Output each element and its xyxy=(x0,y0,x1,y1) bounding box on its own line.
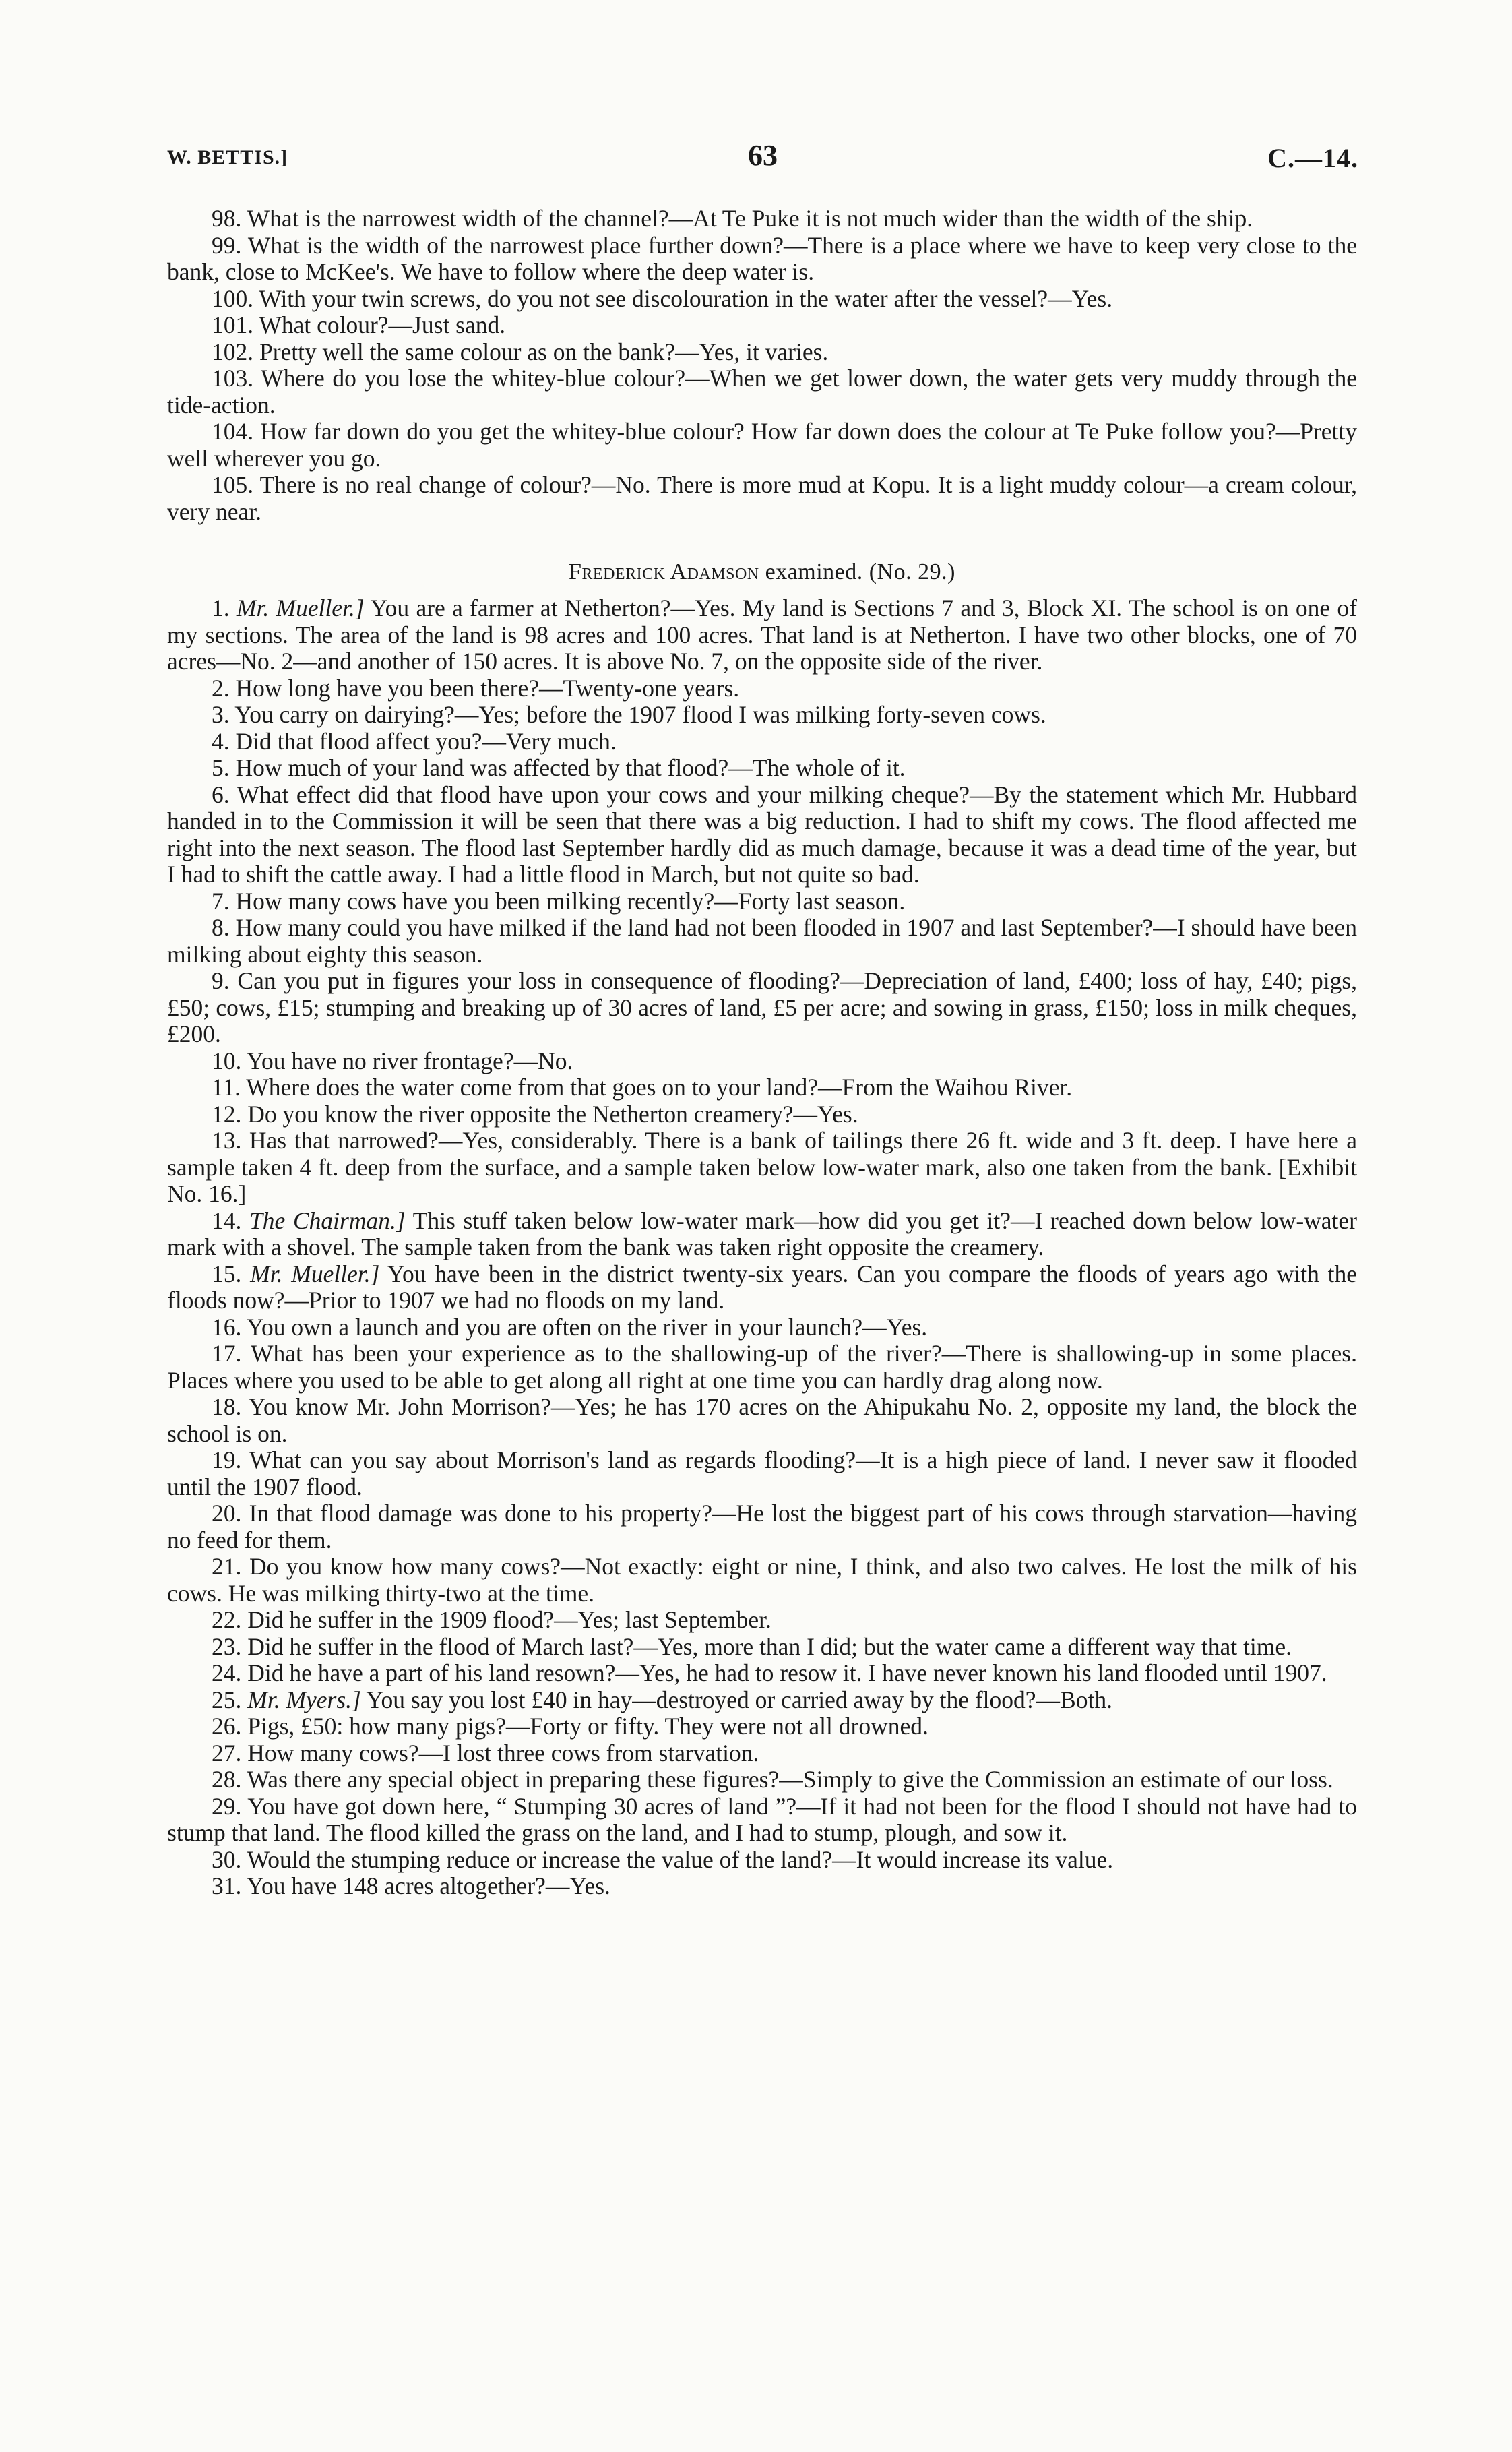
question-number: 30. xyxy=(212,1845,242,1873)
question-text: How many cows have you been milking recently?—Forty last season. xyxy=(235,887,906,915)
question-text: You have 148 acres altogether?—Yes. xyxy=(246,1872,610,1899)
question-paragraph xyxy=(167,1767,1357,1794)
question-text: How long have you been there?—Twenty-one years. xyxy=(235,674,740,702)
question-paragraph xyxy=(167,1713,1357,1740)
witness-heading xyxy=(167,559,1357,586)
question-number: 9. xyxy=(212,967,230,994)
question-paragraph xyxy=(167,1101,1357,1128)
question-number: 14. xyxy=(212,1206,242,1234)
question-paragraph xyxy=(167,1873,1357,1900)
question-number: 27. xyxy=(212,1739,242,1767)
question-number: 18. xyxy=(212,1393,242,1420)
question-number: 16. xyxy=(212,1313,242,1341)
question-text: Has that narrowed?—Yes, considerably. There is a bank of tailings there 26 ft. wide and 3 ft. deep. I have here a sample taken 4 ft. deep from the surface, and a sample taken below low-water mark, also one taken from the bank. [Exhibit No. 16.] xyxy=(167,1127,1357,1207)
question-paragraph xyxy=(167,782,1357,888)
testimony-block-bettis xyxy=(167,206,1357,525)
speaker-label: Mr. Mueller.] xyxy=(236,594,365,621)
speaker-label: The Chairman.] xyxy=(249,1206,406,1234)
question-paragraph xyxy=(167,419,1357,472)
question-text: What effect did that flood have upon your cows and your milking cheque?—By the statement which Mr. Hubbard handed in to the Commission it will be seen that there was a big reduction. I had to shift my cows. The flood affected me right into the next season. The flood last September hardly did as much damage, because it was a dead time of the year, but I had to shift the cattle away. I had a little flood in March, but not quite so bad. xyxy=(167,780,1358,888)
witness-name: Frederick Adamson xyxy=(569,559,759,584)
question-text: Did he have a part of his land resown?—Yes, he had to resow it. I have never known his land flooded until 1907. xyxy=(247,1659,1327,1686)
question-text: Would the stumping reduce or increase the value of the land?—It would increase its value. xyxy=(247,1845,1114,1873)
question-text: Where does the water come from that goes on to your land?—From the Waihou River. xyxy=(246,1074,1073,1101)
question-paragraph xyxy=(167,1634,1357,1661)
question-paragraph xyxy=(167,339,1357,366)
question-paragraph xyxy=(167,888,1357,915)
question-number: 103. xyxy=(212,365,254,392)
question-number: 6. xyxy=(212,780,230,808)
question-number: 21. xyxy=(212,1553,242,1580)
question-text: What is the narrowest width of the channel?—At Te Puke it is not much wider than the width of the ship. xyxy=(247,205,1253,232)
question-number: 7. xyxy=(212,887,230,915)
question-text: You have got down here, “ Stumping 30 acres of land ”?—If it had not been for the flood I should not have had to stump that land. The flood killed the grass on the land, and I had to stump, plough, and sow it. xyxy=(167,1792,1357,1846)
question-paragraph xyxy=(167,1128,1357,1208)
question-paragraph xyxy=(167,595,1357,675)
question-paragraph xyxy=(167,1500,1357,1554)
question-paragraph xyxy=(167,675,1357,702)
witness-header: W. BETTIS.] xyxy=(167,146,288,168)
paper-code: C.—14. xyxy=(1267,143,1358,173)
question-number: 102. xyxy=(212,338,254,365)
question-paragraph xyxy=(167,1687,1357,1714)
question-number: 12. xyxy=(212,1100,242,1128)
question-number: 22. xyxy=(212,1606,242,1633)
question-paragraph xyxy=(167,1074,1357,1101)
question-number: 99. xyxy=(212,231,242,259)
question-text: You own a launch and you are often on the river in your launch?—Yes. xyxy=(246,1313,928,1341)
question-paragraph xyxy=(167,915,1357,968)
speaker-label: Mr. Myers.] xyxy=(247,1686,361,1713)
question-number: 105. xyxy=(212,471,254,498)
question-number: 5. xyxy=(212,754,230,781)
question-paragraph xyxy=(167,312,1357,339)
question-paragraph xyxy=(167,1740,1357,1767)
question-paragraph xyxy=(167,968,1357,1048)
question-text: You carry on dairying?—Yes; before the 1907 flood I was milking forty-seven cows. xyxy=(234,701,1046,728)
question-paragraph xyxy=(167,702,1357,729)
question-number: 29. xyxy=(212,1792,242,1820)
question-number: 24. xyxy=(212,1659,242,1686)
question-text: Was there any special object in preparing these figures?—Simply to give the Commission an estimate of our loss. xyxy=(247,1766,1333,1793)
question-text: How many could you have milked if the land had not been flooded in 1907 and last September?—I should have been milking about eighty this season. xyxy=(167,914,1358,968)
question-number: 3. xyxy=(212,701,230,728)
question-paragraph xyxy=(167,1208,1357,1261)
question-paragraph xyxy=(167,1794,1357,1847)
question-text: Where do you lose the whitey-blue colour?—When we get lower down, the water gets very muddy through the tide-action. xyxy=(167,365,1357,419)
question-paragraph xyxy=(167,1341,1357,1394)
question-number: 19. xyxy=(212,1446,242,1473)
question-paragraph xyxy=(167,1394,1357,1447)
question-number: 1. xyxy=(212,594,230,621)
question-number: 10. xyxy=(212,1047,242,1074)
question-number: 4. xyxy=(212,727,230,755)
question-text: How much of your land was affected by that flood?—The whole of it. xyxy=(235,754,906,781)
question-text: Do you know the river opposite the Netherton creamery?—Yes. xyxy=(247,1100,858,1128)
question-paragraph xyxy=(167,1048,1357,1075)
question-number: 8. xyxy=(212,914,230,941)
question-text: You say you lost £40 in hay—destroyed or carried away by the flood?—Both. xyxy=(360,1686,1112,1713)
question-text: What is the width of the narrowest place further down?—There is a place where we have to keep very close to the bank, close to McKee's. We have to follow where the deep water is. xyxy=(167,231,1357,285)
question-text: Did that flood affect you?—Very much. xyxy=(235,727,617,755)
question-number: 15. xyxy=(212,1260,242,1287)
question-paragraph xyxy=(167,1607,1357,1634)
question-text: This stuff taken below low-water mark—how did you get it?—I reached down below low-water mark with a shovel. The sample taken from the bank was taken right opposite the creamery. xyxy=(167,1206,1357,1260)
question-paragraph xyxy=(167,755,1357,782)
witness-heading-rest: examined. (No. 29.) xyxy=(759,559,955,584)
question-paragraph xyxy=(167,286,1357,313)
question-text: Do you know how many cows?—Not exactly: eight or nine, I think, and also two calves. He lost the milk of his cows. He was milking thirty-two at the time. xyxy=(167,1553,1357,1607)
page-header xyxy=(167,138,1358,179)
question-number: 100. xyxy=(212,284,254,312)
question-text: Pigs, £50: how many pigs?—Forty or fifty. They were not all drowned. xyxy=(247,1713,928,1740)
question-number: 104. xyxy=(212,418,254,445)
question-text: What colour?—Just sand. xyxy=(259,311,506,338)
question-paragraph xyxy=(167,1660,1357,1687)
question-text: You have no river frontage?—No. xyxy=(246,1047,573,1074)
question-number: 101. xyxy=(212,311,254,338)
question-text: With your twin screws, do you not see discolouration in the water after the vessel?—Yes. xyxy=(259,284,1113,312)
question-text: What has been your experience as to the shallowing-up of the river?—There is shallowing-up in some places. Places where you used to be able to get along all right at one time you can hardly drag along now. xyxy=(167,1340,1357,1394)
question-paragraph xyxy=(167,233,1357,286)
testimony-block-adamson xyxy=(167,595,1357,1900)
question-number: 23. xyxy=(212,1632,242,1660)
question-number: 13. xyxy=(212,1127,242,1154)
question-text: How many cows?—I lost three cows from starvation. xyxy=(247,1739,759,1767)
question-text: How far down do you get the whitey-blue colour? How far down does the colour at Te Puke follow you?—Pretty well wherever you go. xyxy=(167,418,1357,472)
question-paragraph xyxy=(167,1447,1357,1500)
question-number: 25. xyxy=(212,1686,242,1713)
speaker-label: Mr. Mueller.] xyxy=(250,1260,380,1287)
question-text: Can you put in figures your loss in consequence of flooding?—Depreciation of land, £400; loss of hay, £40; pigs, £50; cows, £15; stumping and breaking up of 30 acres of land, £5 per acre; and sowing in grass, £150; loss in milk cheques, £200. xyxy=(167,967,1358,1047)
question-text: Pretty well the same colour as on the bank?—Yes, it varies. xyxy=(259,338,829,365)
question-text: You have been in the district twenty-six years. Can you compare the floods of years ago with the floods now?—Prior to 1907 we had no floods on my land. xyxy=(167,1260,1357,1314)
question-text: In that flood damage was done to his property?—He lost the biggest part of his cows through starvation—having no feed for them. xyxy=(167,1500,1357,1554)
question-paragraph xyxy=(167,1554,1357,1607)
question-text: You are a farmer at Netherton?—Yes. My land is Sections 7 and 3, Block XI. The school is on one of my sections. The area of the land is 98 acres and 100 acres. That land is at Netherton. I have two other blocks, one of 70 acres—No. 2—and another of 150 acres. It is above No. 7, on the opposite side of the river. xyxy=(167,594,1357,675)
question-number: 2. xyxy=(212,674,230,702)
question-paragraph xyxy=(167,1847,1357,1874)
question-text: What can you say about Morrison's land as regards flooding?—It is a high piece of land. I never saw it flooded until the 1907 flood. xyxy=(167,1446,1357,1500)
question-number: 28. xyxy=(212,1766,242,1793)
question-text: Did he suffer in the flood of March last?—Yes, more than I did; but the water came a different way that time. xyxy=(247,1632,1292,1660)
page-body xyxy=(167,206,1357,1900)
question-number: 20. xyxy=(212,1500,242,1527)
question-paragraph xyxy=(167,365,1357,419)
question-paragraph xyxy=(167,472,1357,525)
question-paragraph xyxy=(167,1261,1357,1314)
question-number: 98. xyxy=(212,205,242,232)
question-text: There is no real change of colour?—No. There is more mud at Kopu. It is a light muddy colour—a cream colour, very near. xyxy=(167,471,1358,525)
question-paragraph xyxy=(167,1314,1357,1341)
question-paragraph xyxy=(167,729,1357,756)
page-number: 63 xyxy=(748,139,778,172)
question-number: 31. xyxy=(212,1872,242,1899)
question-number: 11. xyxy=(212,1074,241,1101)
question-text: Did he suffer in the 1909 flood?—Yes; last September. xyxy=(247,1606,771,1633)
question-number: 17. xyxy=(212,1340,242,1367)
question-text: You know Mr. John Morrison?—Yes; he has 170 acres on the Ahipukahu No. 2, opposite my land, the block the school is on. xyxy=(167,1393,1358,1447)
question-paragraph xyxy=(167,206,1357,233)
question-number: 26. xyxy=(212,1713,242,1740)
